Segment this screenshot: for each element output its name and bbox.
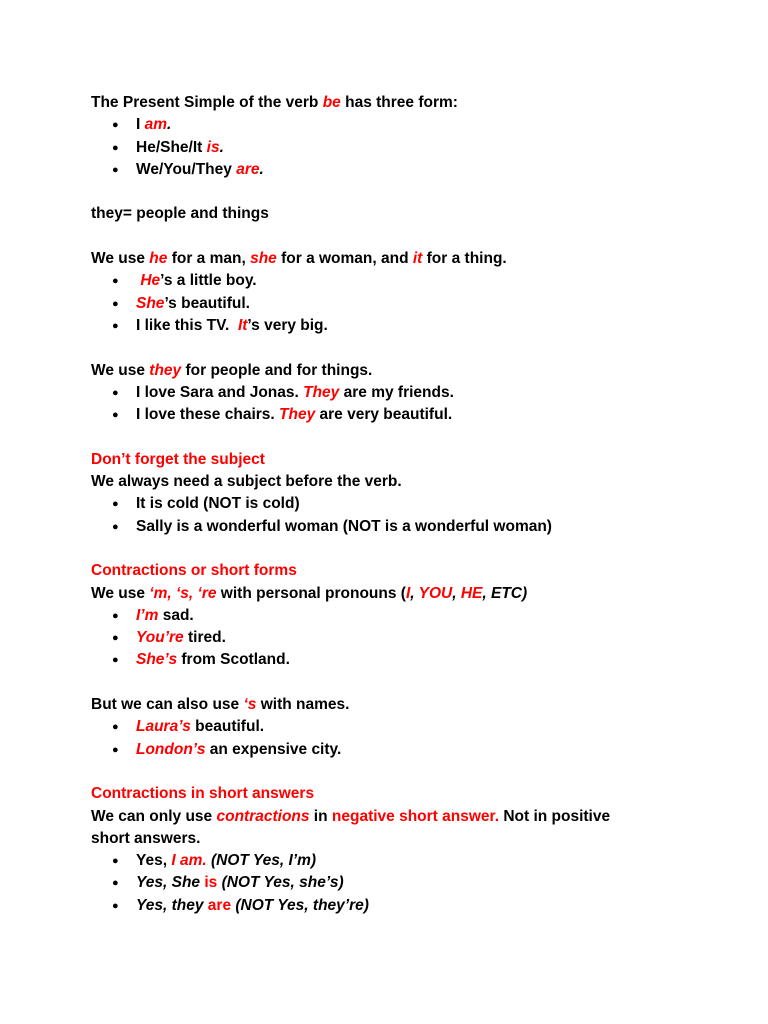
highlight: contractions — [216, 807, 310, 825]
list-item — [91, 605, 691, 627]
list-item: ● It is cold (NOT is cold) — [91, 493, 691, 515]
text: We use — [91, 361, 150, 379]
text: for a thing. — [422, 250, 507, 268]
highlight: I — [405, 584, 411, 602]
spacer — [91, 426, 691, 448]
text: Yes, they — [136, 896, 208, 914]
list-item — [91, 872, 691, 894]
text: beautiful. — [190, 718, 265, 736]
list-item — [91, 315, 691, 337]
text: The Present Simple of the verb — [91, 94, 323, 111]
highlight: You’re — [136, 629, 184, 647]
text: for a woman, and — [276, 250, 413, 268]
highlight: They — [279, 406, 316, 424]
pronoun-usage-intro — [91, 248, 691, 270]
list-item — [91, 895, 691, 917]
section-heading: Contractions in short answers — [91, 785, 315, 803]
text: We use — [91, 584, 150, 602]
text: an expensive city. — [205, 740, 342, 758]
text: are my friends. — [339, 383, 454, 401]
highlight: ‘s — [243, 696, 257, 714]
highlight: I’m — [136, 606, 159, 624]
highlight: are — [207, 896, 232, 914]
text: , — [452, 584, 461, 602]
text: from Scotland. — [177, 651, 290, 669]
subject-rule: We always need a subject before the verb. — [91, 473, 402, 491]
highlight: ‘m, ‘s, ‘re — [149, 584, 217, 602]
list-item — [91, 382, 691, 404]
text: We can only use — [91, 807, 217, 825]
text: I — [136, 116, 145, 134]
text: ’s very big. — [247, 316, 328, 334]
text: . — [167, 116, 172, 134]
text: We/You/They — [136, 160, 237, 178]
text: But we can also use — [91, 696, 244, 714]
list-item — [91, 404, 691, 426]
list-item: ● Sally is a wonderful woman (NOT is a wonderful woman) — [91, 516, 691, 538]
text: He/She/It — [136, 138, 207, 156]
spacer — [91, 337, 691, 359]
document-page — [91, 92, 691, 917]
text: (NOT Yes, she’s) — [217, 874, 344, 892]
highlight: am — [144, 116, 168, 134]
be-forms-intro — [91, 92, 691, 114]
text: We use — [91, 250, 150, 268]
text: , ETC) — [482, 584, 528, 602]
section-heading: Contractions or short forms — [91, 562, 297, 580]
highlight: she — [250, 250, 277, 268]
names-intro — [91, 694, 691, 716]
text: has three form: — [340, 94, 458, 111]
highlight: Laura’s — [136, 718, 191, 736]
highlight: is — [204, 874, 218, 892]
list-item — [91, 716, 691, 738]
highlight: I am. — [171, 852, 207, 870]
list-item — [91, 739, 691, 761]
spacer — [91, 761, 691, 783]
text: for a man, — [167, 250, 251, 268]
spacer — [91, 226, 691, 248]
text: Yes, — [136, 852, 172, 870]
list-item — [91, 270, 691, 292]
highlight: He — [140, 272, 161, 290]
they-definition: they= people and things — [91, 205, 269, 223]
highlight: he — [149, 250, 168, 268]
spacer — [91, 672, 691, 694]
spacer — [91, 538, 691, 560]
short-answers-intro — [91, 806, 691, 828]
text: sad. — [158, 606, 194, 624]
highlight: negative short answer. — [331, 807, 500, 825]
text: I love these chairs. — [136, 406, 280, 424]
text: . — [219, 138, 224, 156]
short-answers-intro-cont: short answers. — [91, 829, 201, 847]
text: for people and for things. — [181, 361, 373, 379]
they-usage-intro — [91, 360, 691, 382]
highlight: it — [412, 250, 423, 268]
text: with names. — [256, 696, 350, 714]
text: ’s beautiful. — [164, 294, 250, 312]
list-item — [91, 627, 691, 649]
text: Yes, She — [136, 874, 205, 892]
text: I like this TV. — [136, 316, 238, 334]
list-item — [91, 159, 691, 181]
highlight-be: be — [322, 94, 341, 111]
text: , — [410, 584, 419, 602]
section-heading: Don’t forget the subject — [91, 450, 265, 468]
highlight: They — [303, 383, 340, 401]
highlight: are — [236, 160, 260, 178]
highlight: She’s — [136, 651, 178, 669]
highlight: She — [136, 294, 165, 312]
highlight: YOU — [418, 584, 453, 602]
text: (NOT Yes, they’re) — [231, 896, 369, 914]
text: tired. — [183, 629, 226, 647]
list-item — [91, 850, 691, 872]
list-item — [91, 649, 691, 671]
text: are very beautiful. — [315, 406, 453, 424]
text: in — [309, 807, 332, 825]
list-item — [91, 137, 691, 159]
text: (NOT Yes, I’m) — [206, 852, 317, 870]
highlight: It — [237, 316, 248, 334]
text: I love Sara and Jonas. — [136, 383, 304, 401]
highlight: London’s — [136, 740, 206, 758]
highlight: HE — [460, 584, 483, 602]
list-item — [91, 293, 691, 315]
highlight: they — [149, 361, 182, 379]
list-item — [91, 114, 691, 136]
text: . — [259, 160, 264, 178]
text: with personal pronouns ( — [216, 584, 406, 602]
highlight: is — [206, 138, 220, 156]
contractions-intro — [91, 583, 691, 605]
spacer — [91, 181, 691, 203]
text: Not in positive — [499, 807, 611, 825]
text: ’s a little boy. — [160, 272, 257, 290]
